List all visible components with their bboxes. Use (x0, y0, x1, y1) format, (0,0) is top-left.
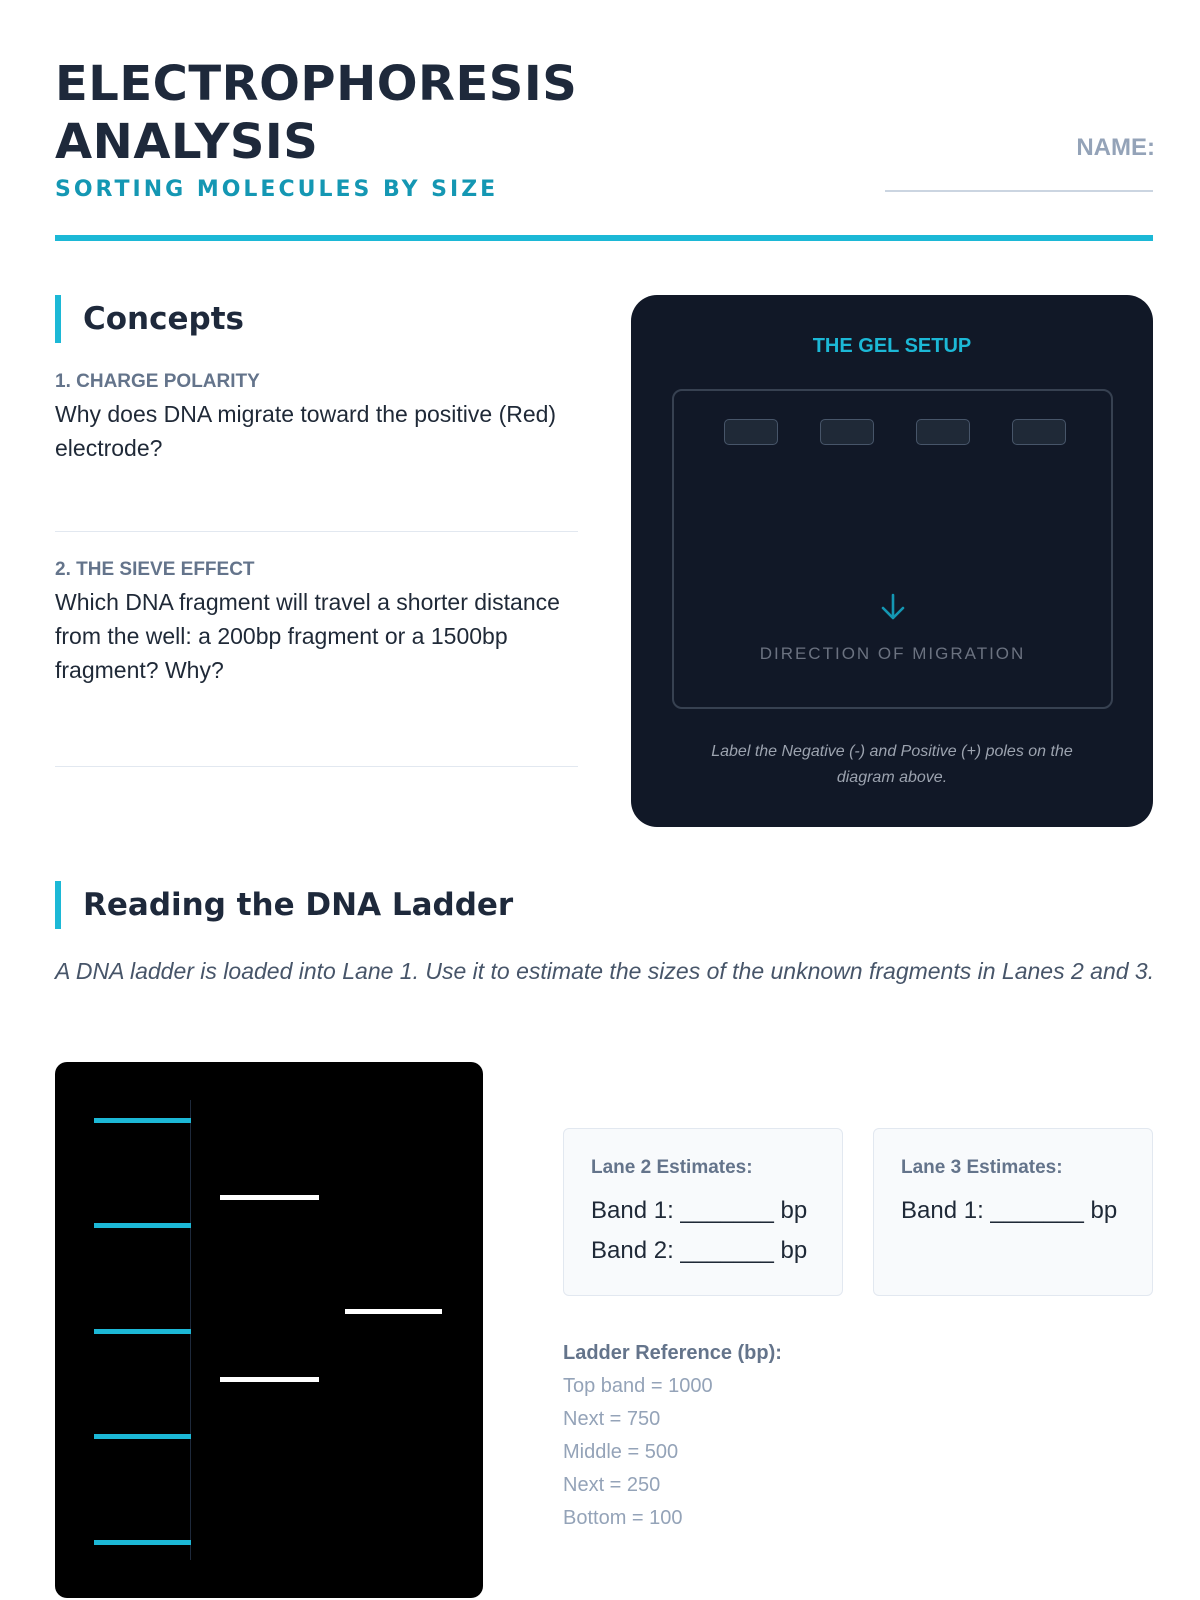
lane-3-estimates-card (873, 1128, 1153, 1296)
ladder-band (94, 1118, 191, 1123)
ladder-heading: Reading the DNA Ladder (55, 881, 513, 929)
lane-2-estimates-card (563, 1128, 843, 1296)
lane-2-band (220, 1195, 319, 1200)
gel-setup-title: THE GEL SETUP (812, 335, 972, 357)
worksheet-subtitle: SORTING MOLECULES BY SIZE (55, 177, 499, 202)
concepts-heading: Concepts (55, 295, 244, 343)
ladder-band (94, 1223, 191, 1228)
question-1-label: 1. CHARGE POLARITY (55, 371, 260, 392)
name-label: NAME: (1076, 134, 1155, 161)
arrow-down-icon (674, 591, 1111, 628)
lane-2-band-2-field[interactable]: Band 2: _______ bp (591, 1237, 808, 1264)
ladder-band (94, 1329, 191, 1334)
question-1-text: Why does DNA migrate toward the positive (Red) electrode? (55, 401, 557, 461)
ladder-band (94, 1540, 191, 1545)
question-2-answer-line[interactable] (55, 766, 578, 767)
gel-diagram[interactable] (672, 389, 1113, 709)
lane-2-estimates-title: Lane 2 Estimates: (591, 1157, 753, 1178)
question-1-answer-line[interactable] (55, 531, 578, 532)
ladder-band (94, 1434, 191, 1439)
question-2-label: 2. THE SIEVE EFFECT (55, 559, 255, 580)
ladder-intro: A DNA ladder is loaded into Lane 1. Use it to estimate the sizes of the unknown fragments in Lanes 2 and 3. (55, 958, 1155, 984)
lane-3-band-1-field[interactable]: Band 1: _______ bp (901, 1197, 1118, 1224)
ladder-reference-item: Next = 750 (563, 1408, 661, 1430)
gel-well (724, 419, 778, 445)
worksheet-title: ELECTROPHORESIS ANALYSIS (55, 56, 578, 170)
gel-well (820, 419, 874, 445)
ladder-reference-item: Middle = 500 (563, 1441, 679, 1463)
gel-well (916, 419, 970, 445)
gel-setup-caption: Label the Negative (-) and Positive (+) poles on the diagram above. (711, 743, 1073, 786)
header-divider (55, 235, 1153, 241)
gel-image (55, 1062, 483, 1598)
name-field[interactable] (885, 190, 1153, 192)
question-2-text: Which DNA fragment will travel a shorter distance from the well: a 200bp fragment or a 1500bp fragment? Why? (55, 589, 560, 683)
gel-setup-panel (631, 295, 1153, 827)
gel-well (1012, 419, 1066, 445)
lane-3-estimates-title: Lane 3 Estimates: (901, 1157, 1063, 1178)
ladder-reference-item: Bottom = 100 (563, 1507, 683, 1529)
migration-direction-label: DIRECTION OF MIGRATION (759, 644, 1026, 663)
ladder-reference-item: Next = 250 (563, 1474, 661, 1496)
lane-2-band (220, 1377, 319, 1382)
lane-2-band-1-field[interactable]: Band 1: _______ bp (591, 1197, 808, 1224)
ladder-reference-item: Top band = 1000 (563, 1375, 713, 1397)
lane-3-band (345, 1309, 442, 1314)
ladder-reference-title: Ladder Reference (bp): (563, 1342, 782, 1364)
